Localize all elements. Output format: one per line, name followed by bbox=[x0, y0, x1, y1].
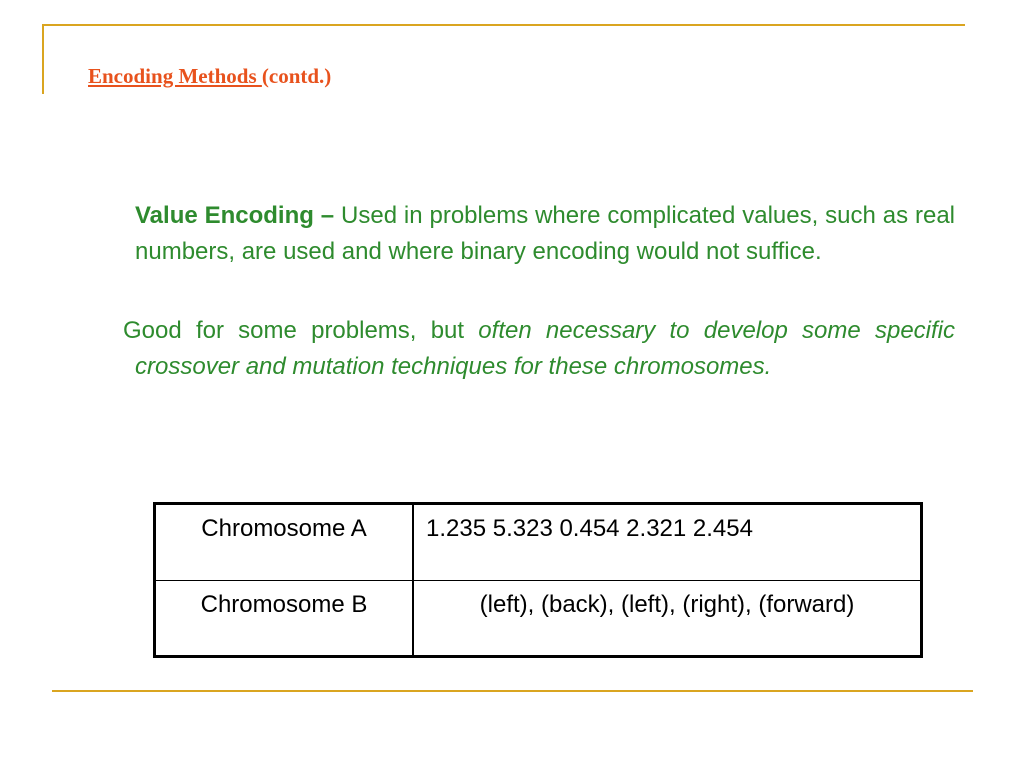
value-encoding-term: Value Encoding – bbox=[135, 202, 335, 229]
note-emphasis: often necessary to develop some specific crossover and mutation techniques for these chromosomes. bbox=[135, 317, 956, 380]
chromosome-a-label: Chromosome A bbox=[155, 504, 414, 581]
value-encoding-note bbox=[123, 313, 956, 385]
value-encoding-definition: Used in problems where complicated values, such as real numbers, are used and where binary encoding would not suffice. bbox=[135, 202, 955, 265]
chromosome-table bbox=[153, 502, 923, 658]
bottom-divider bbox=[52, 690, 973, 692]
title-main: Encoding Methods bbox=[88, 64, 262, 88]
chromosome-b-value: (left), (back), (left), (right), (forward) bbox=[413, 580, 922, 657]
value-encoding-paragraph bbox=[135, 198, 955, 270]
note-intro: Good for some problems, but bbox=[123, 317, 479, 344]
table-row bbox=[155, 504, 922, 581]
table-row bbox=[155, 580, 922, 657]
top-divider bbox=[42, 24, 965, 26]
slide-title bbox=[88, 64, 331, 89]
chromosome-a-value: 1.235 5.323 0.454 2.321 2.454 bbox=[413, 504, 922, 581]
chromosome-b-label: Chromosome B bbox=[155, 580, 414, 657]
title-suffix: (contd.) bbox=[261, 64, 332, 88]
left-divider bbox=[42, 24, 44, 94]
